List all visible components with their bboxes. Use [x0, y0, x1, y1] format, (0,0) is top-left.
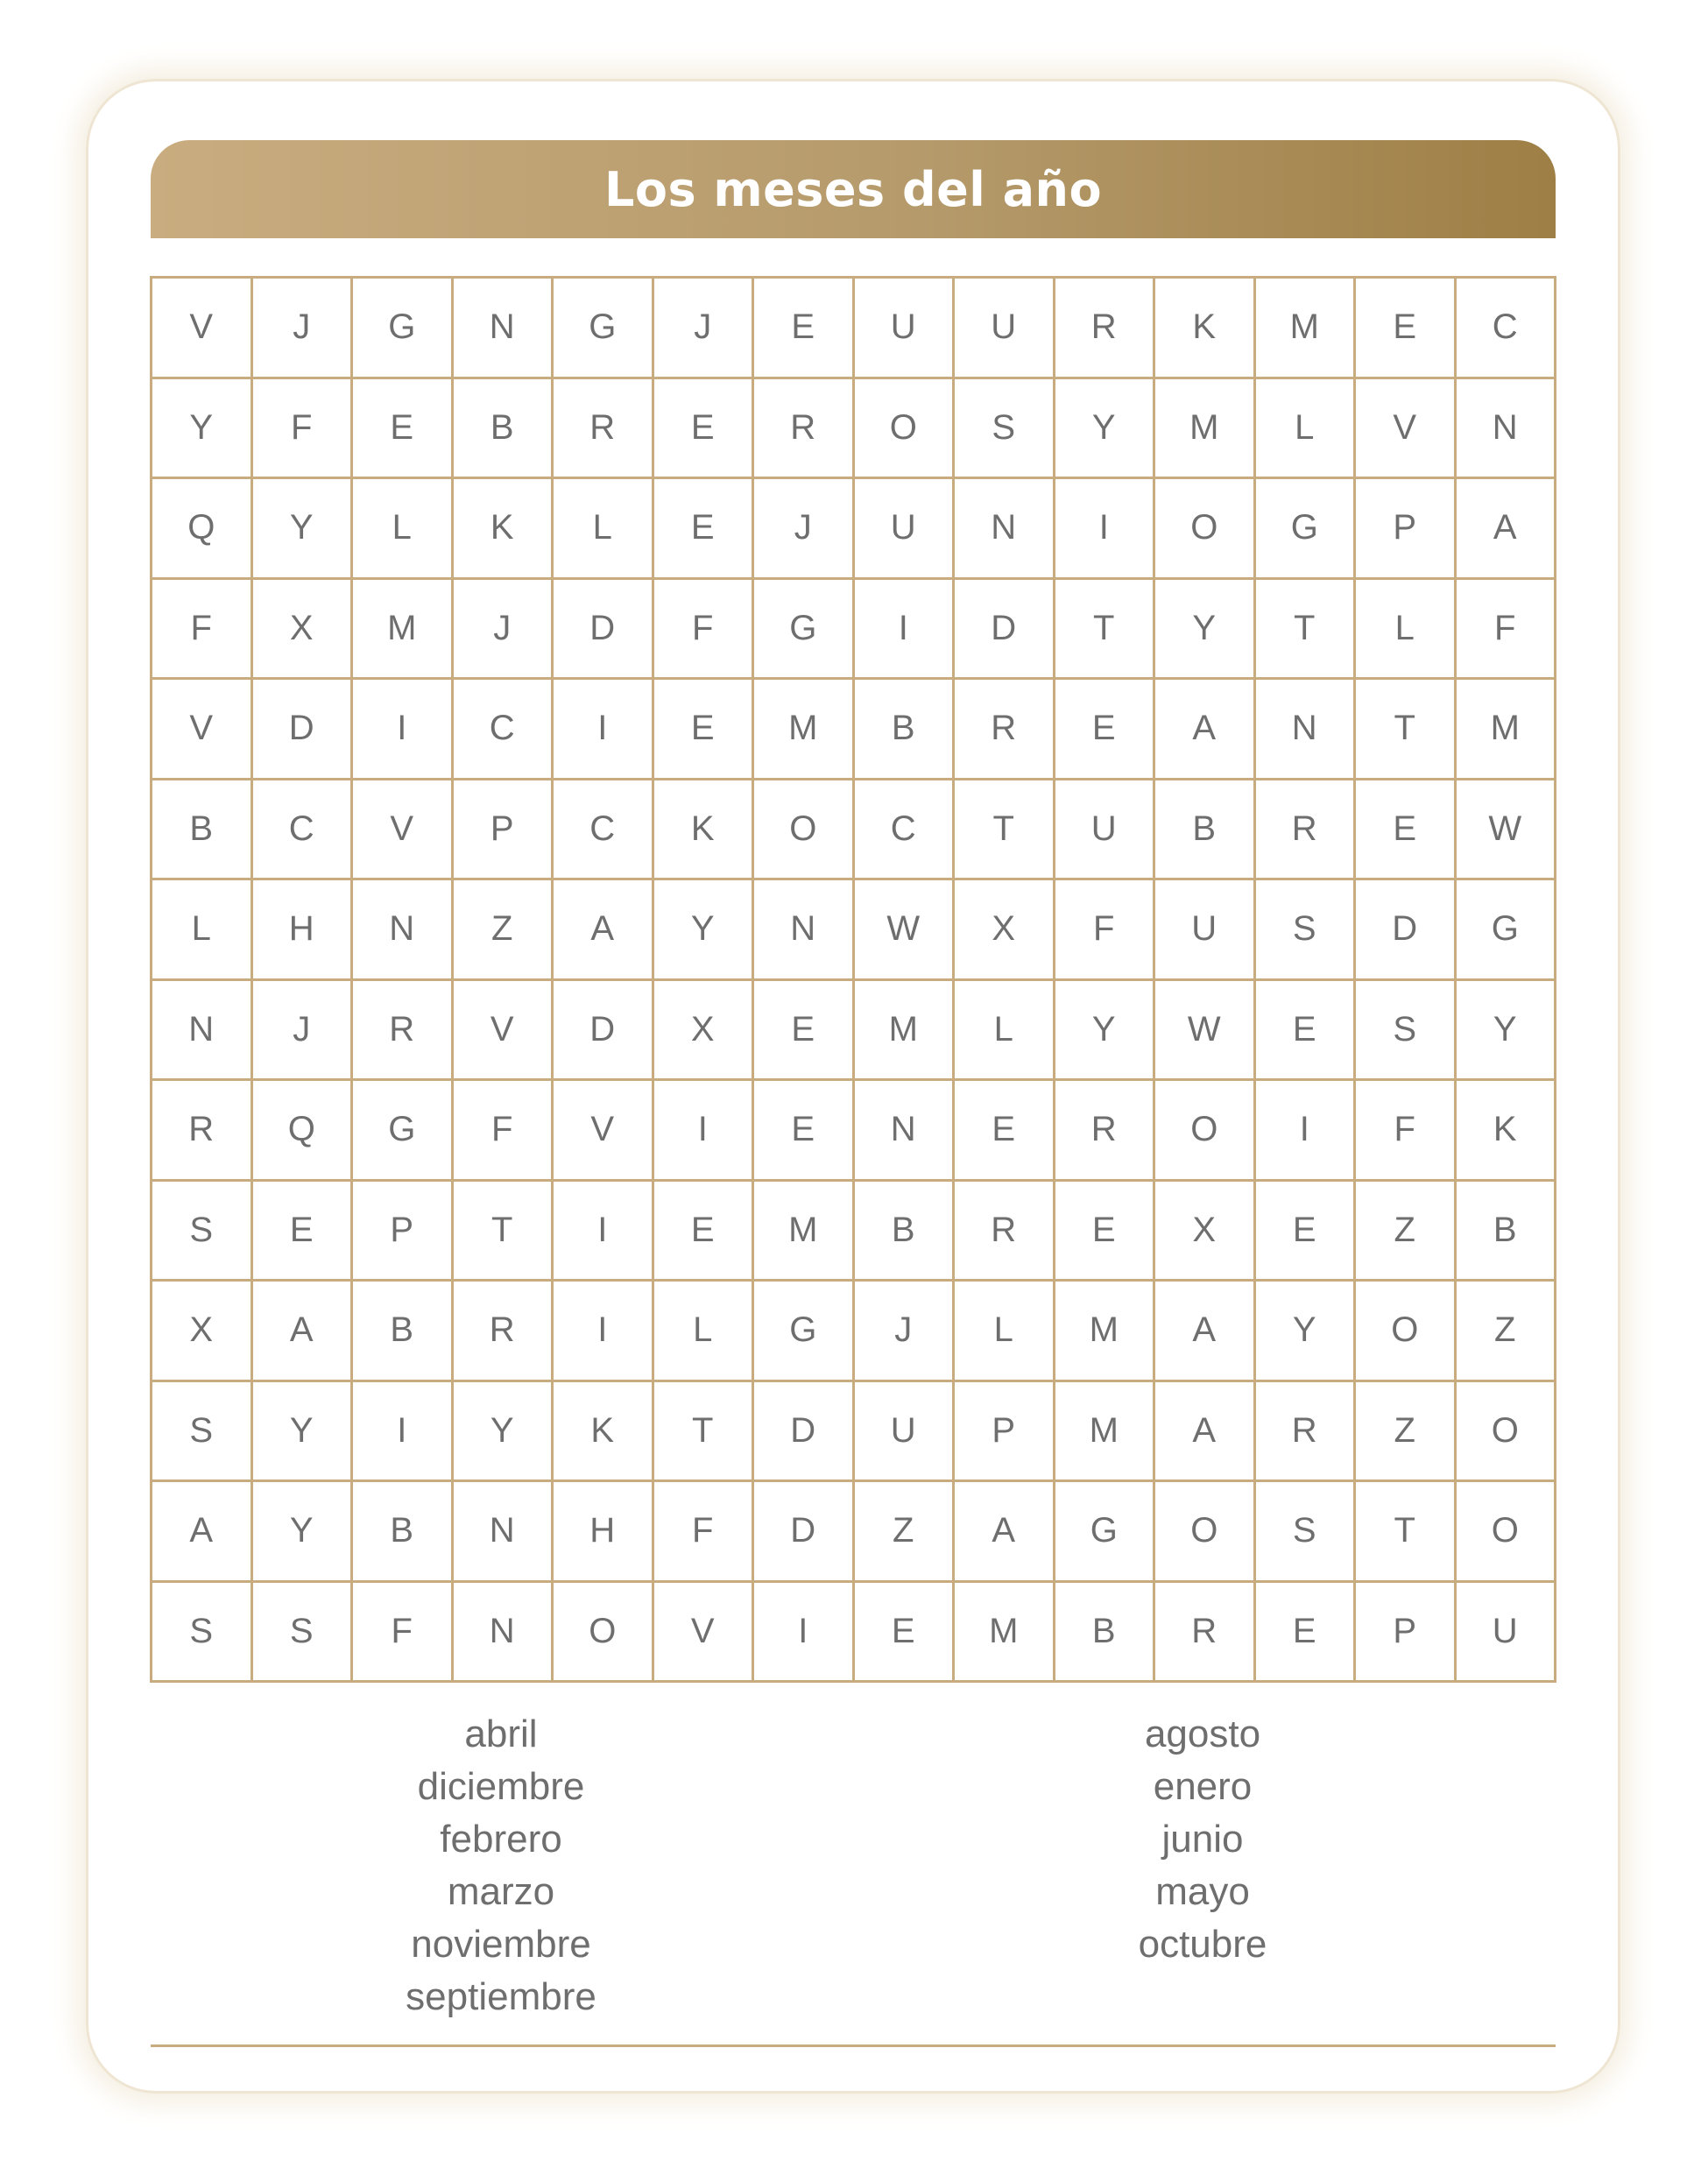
grid-row: [152, 1481, 1556, 1582]
grid-cell[interactable]: F: [352, 1581, 453, 1682]
word-list-right: [984, 1708, 1422, 1971]
grid-cell[interactable]: S: [1355, 979, 1456, 1080]
word-list-item: abril: [464, 1712, 538, 1755]
grid-cell[interactable]: J: [251, 979, 352, 1080]
grid-cell[interactable]: J: [452, 578, 553, 679]
grid-cell[interactable]: C: [853, 779, 954, 879]
grid-cell[interactable]: F: [1455, 578, 1556, 679]
grid-cell[interactable]: Y: [1054, 378, 1154, 478]
grid-cell[interactable]: K: [653, 779, 753, 879]
grid-cell[interactable]: L: [653, 1281, 753, 1381]
grid-cell[interactable]: J: [653, 278, 753, 378]
grid-cell[interactable]: Y: [1254, 1281, 1355, 1381]
grid-cell[interactable]: P: [954, 1381, 1055, 1481]
grid-cell[interactable]: O: [1455, 1481, 1556, 1582]
grid-cell[interactable]: D: [553, 979, 653, 1080]
grid-cell[interactable]: Z: [1455, 1281, 1556, 1381]
grid-cell[interactable]: Y: [152, 378, 252, 478]
grid-cell[interactable]: P: [352, 1180, 453, 1281]
grid-cell[interactable]: O: [553, 1581, 653, 1682]
word-search-grid: [150, 276, 1556, 1683]
grid-cell[interactable]: R: [152, 1080, 252, 1181]
grid-cell[interactable]: O: [1154, 1080, 1255, 1181]
grid-cell[interactable]: J: [853, 1281, 954, 1381]
grid-cell[interactable]: I: [553, 679, 653, 780]
grid-cell[interactable]: R: [1254, 1381, 1355, 1481]
grid-cell[interactable]: A: [1455, 478, 1556, 579]
grid-cell[interactable]: N: [152, 979, 252, 1080]
grid-cell[interactable]: S: [1254, 879, 1355, 980]
grid-cell[interactable]: E: [1355, 278, 1456, 378]
grid-cell[interactable]: I: [753, 1581, 854, 1682]
grid-cell[interactable]: L: [352, 478, 453, 579]
grid-cell[interactable]: A: [251, 1281, 352, 1381]
grid-cell[interactable]: E: [653, 478, 753, 579]
grid-cell[interactable]: R: [954, 1180, 1055, 1281]
grid-cell[interactable]: J: [753, 478, 854, 579]
grid-cell[interactable]: Z: [1355, 1180, 1456, 1281]
grid-cell[interactable]: E: [653, 378, 753, 478]
grid-cell[interactable]: M: [954, 1581, 1055, 1682]
grid-cell[interactable]: A: [553, 879, 653, 980]
grid-cell[interactable]: T: [653, 1381, 753, 1481]
grid-cell[interactable]: U: [1455, 1581, 1556, 1682]
grid-cell[interactable]: D: [753, 1381, 854, 1481]
grid-cell[interactable]: V: [653, 1581, 753, 1682]
grid-cell[interactable]: H: [251, 879, 352, 980]
grid-cell[interactable]: K: [553, 1381, 653, 1481]
grid-cell[interactable]: I: [553, 1281, 653, 1381]
grid-cell[interactable]: M: [753, 1180, 854, 1281]
word-list-item: diciembre: [417, 1765, 585, 1808]
grid-cell[interactable]: X: [1154, 1180, 1255, 1281]
grid-cell[interactable]: S: [152, 1381, 252, 1481]
grid-cell[interactable]: O: [1355, 1281, 1456, 1381]
grid-cell[interactable]: E: [352, 378, 453, 478]
word-list-item: enero: [1153, 1765, 1253, 1808]
grid-cell[interactable]: O: [1455, 1381, 1556, 1481]
grid-cell[interactable]: V: [553, 1080, 653, 1181]
grid-cell[interactable]: M: [1154, 378, 1255, 478]
grid-cell[interactable]: V: [452, 979, 553, 1080]
grid-cell[interactable]: O: [853, 378, 954, 478]
grid-row: [152, 278, 1556, 378]
grid-cell[interactable]: Z: [452, 879, 553, 980]
grid-cell[interactable]: L: [553, 478, 653, 579]
grid-cell[interactable]: B: [452, 378, 553, 478]
grid-cell[interactable]: F: [1355, 1080, 1456, 1181]
grid-row: [152, 578, 1556, 679]
word-list-item: agosto: [1144, 1712, 1261, 1755]
bottom-divider: [151, 2044, 1556, 2047]
grid-cell[interactable]: E: [753, 1080, 854, 1181]
grid-cell[interactable]: T: [1054, 578, 1154, 679]
grid-cell[interactable]: F: [653, 1481, 753, 1582]
grid-cell[interactable]: P: [452, 779, 553, 879]
grid-cell[interactable]: M: [1054, 1381, 1154, 1481]
grid-cell[interactable]: F: [251, 378, 352, 478]
grid-cell[interactable]: U: [853, 478, 954, 579]
grid-cell[interactable]: N: [753, 879, 854, 980]
grid-cell[interactable]: W: [1455, 779, 1556, 879]
grid-cell[interactable]: E: [1355, 779, 1456, 879]
grid-cell[interactable]: G: [1054, 1481, 1154, 1582]
grid-cell[interactable]: F: [152, 578, 252, 679]
grid-cell[interactable]: F: [653, 578, 753, 679]
grid-cell[interactable]: G: [1254, 478, 1355, 579]
grid-cell[interactable]: X: [954, 879, 1055, 980]
grid-cell[interactable]: I: [553, 1180, 653, 1281]
grid-cell[interactable]: Y: [653, 879, 753, 980]
grid-cell[interactable]: Y: [1455, 979, 1556, 1080]
grid-cell[interactable]: Y: [251, 1381, 352, 1481]
grid-cell[interactable]: Y: [452, 1381, 553, 1481]
grid-cell[interactable]: T: [452, 1180, 553, 1281]
grid-cell[interactable]: S: [1254, 1481, 1355, 1582]
grid-cell[interactable]: T: [1254, 578, 1355, 679]
grid-cell[interactable]: B: [853, 1180, 954, 1281]
grid-cell[interactable]: E: [1254, 1581, 1355, 1682]
grid-cell[interactable]: D: [553, 578, 653, 679]
grid-cell[interactable]: W: [1154, 979, 1255, 1080]
grid-cell[interactable]: L: [1254, 378, 1355, 478]
grid-cell[interactable]: G: [352, 278, 453, 378]
grid-row: [152, 1180, 1556, 1281]
grid-cell[interactable]: B: [352, 1281, 453, 1381]
grid-cell[interactable]: B: [853, 679, 954, 780]
grid-cell[interactable]: R: [1154, 1581, 1255, 1682]
grid-cell[interactable]: U: [954, 278, 1055, 378]
grid-cell[interactable]: N: [954, 478, 1055, 579]
word-list-item: junio: [1161, 1818, 1244, 1861]
grid-cell[interactable]: X: [251, 578, 352, 679]
grid-cell[interactable]: W: [853, 879, 954, 980]
grid-cell[interactable]: N: [1455, 378, 1556, 478]
grid-cell[interactable]: O: [1154, 478, 1255, 579]
grid-cell[interactable]: U: [853, 278, 954, 378]
title-banner: [151, 140, 1556, 238]
grid-cell[interactable]: I: [1054, 478, 1154, 579]
grid-cell[interactable]: T: [1355, 1481, 1456, 1582]
grid-cell[interactable]: B: [1455, 1180, 1556, 1281]
grid-cell[interactable]: L: [954, 979, 1055, 1080]
grid-cell[interactable]: V: [152, 278, 252, 378]
grid-cell[interactable]: G: [1455, 879, 1556, 980]
word-list-item: octubre: [1138, 1923, 1267, 1966]
grid-row: [152, 1381, 1556, 1481]
grid-cell[interactable]: F: [1054, 879, 1154, 980]
grid-cell[interactable]: E: [1054, 1180, 1154, 1281]
grid-cell[interactable]: Y: [251, 478, 352, 579]
grid-cell[interactable]: G: [553, 278, 653, 378]
grid-cell[interactable]: K: [1154, 278, 1255, 378]
grid-cell[interactable]: I: [853, 578, 954, 679]
grid-cell[interactable]: E: [753, 979, 854, 1080]
grid-cell[interactable]: U: [853, 1381, 954, 1481]
grid-cell[interactable]: E: [251, 1180, 352, 1281]
grid-cell[interactable]: Y: [1054, 979, 1154, 1080]
grid-cell[interactable]: L: [1355, 578, 1456, 679]
grid-cell[interactable]: C: [452, 679, 553, 780]
word-list-item: noviembre: [411, 1923, 591, 1966]
grid-cell[interactable]: L: [954, 1281, 1055, 1381]
grid-cell[interactable]: C: [251, 779, 352, 879]
grid-row: [152, 779, 1556, 879]
grid-cell[interactable]: I: [352, 679, 453, 780]
grid-cell[interactable]: C: [553, 779, 653, 879]
grid-cell[interactable]: S: [954, 378, 1055, 478]
grid-cell[interactable]: O: [753, 779, 854, 879]
grid-cell[interactable]: Z: [1355, 1381, 1456, 1481]
grid-row: [152, 1281, 1556, 1381]
grid-cell[interactable]: G: [352, 1080, 453, 1181]
grid-cell[interactable]: R: [452, 1281, 553, 1381]
grid-cell[interactable]: B: [1054, 1581, 1154, 1682]
grid-cell[interactable]: T: [1355, 679, 1456, 780]
grid-cell[interactable]: E: [1254, 1180, 1355, 1281]
grid-cell[interactable]: Q: [251, 1080, 352, 1181]
grid-cell[interactable]: D: [954, 578, 1055, 679]
grid-row: [152, 378, 1556, 478]
grid-cell[interactable]: A: [1154, 679, 1255, 780]
grid-cell[interactable]: V: [352, 779, 453, 879]
grid-cell[interactable]: F: [452, 1080, 553, 1181]
grid-cell[interactable]: R: [553, 378, 653, 478]
grid-cell[interactable]: M: [853, 979, 954, 1080]
grid-cell[interactable]: I: [352, 1381, 453, 1481]
grid-cell[interactable]: S: [251, 1581, 352, 1682]
grid-cell[interactable]: J: [251, 278, 352, 378]
grid-cell[interactable]: R: [954, 679, 1055, 780]
grid-cell[interactable]: R: [352, 979, 453, 1080]
grid-cell[interactable]: B: [352, 1481, 453, 1582]
grid-cell[interactable]: Y: [1154, 578, 1255, 679]
grid-cell[interactable]: Y: [251, 1481, 352, 1582]
grid-cell[interactable]: P: [1355, 1581, 1456, 1682]
grid-cell[interactable]: R: [1054, 1080, 1154, 1181]
grid-cell[interactable]: U: [1054, 779, 1154, 879]
grid-cell[interactable]: M: [1254, 278, 1355, 378]
grid-cell[interactable]: K: [1455, 1080, 1556, 1181]
grid-cell[interactable]: E: [1054, 679, 1154, 780]
grid-cell[interactable]: L: [152, 879, 252, 980]
grid-cell[interactable]: X: [653, 979, 753, 1080]
grid-row: [152, 1581, 1556, 1682]
grid-cell[interactable]: D: [1355, 879, 1456, 980]
grid-cell[interactable]: U: [1154, 879, 1255, 980]
page-title: Los meses del año: [603, 161, 1103, 217]
grid-row: [152, 679, 1556, 780]
grid-cell[interactable]: C: [1455, 278, 1556, 378]
grid-cell[interactable]: M: [1455, 679, 1556, 780]
grid-cell[interactable]: M: [352, 578, 453, 679]
grid-cell[interactable]: E: [853, 1581, 954, 1682]
word-list-item: mayo: [1155, 1870, 1250, 1913]
grid-cell[interactable]: R: [1254, 779, 1355, 879]
grid-cell[interactable]: S: [152, 1581, 252, 1682]
grid-row: [152, 1080, 1556, 1181]
grid-cell[interactable]: G: [753, 1281, 854, 1381]
grid-cell[interactable]: E: [954, 1080, 1055, 1181]
grid-cell[interactable]: H: [553, 1481, 653, 1582]
grid-cell[interactable]: Z: [853, 1481, 954, 1582]
word-list-item: marzo: [447, 1870, 555, 1913]
grid-cell[interactable]: K: [452, 478, 553, 579]
grid-cell[interactable]: G: [753, 578, 854, 679]
grid-cell[interactable]: V: [1355, 378, 1456, 478]
grid-cell[interactable]: N: [853, 1080, 954, 1181]
grid-cell[interactable]: A: [1154, 1381, 1255, 1481]
grid-cell[interactable]: Q: [152, 478, 252, 579]
word-list-item: febrero: [440, 1818, 562, 1861]
grid-cell[interactable]: E: [1254, 979, 1355, 1080]
grid-cell[interactable]: N: [1254, 679, 1355, 780]
grid-row: [152, 879, 1556, 980]
grid-cell[interactable]: M: [753, 679, 854, 780]
grid-cell[interactable]: N: [352, 879, 453, 980]
grid-cell[interactable]: R: [753, 378, 854, 478]
grid-cell[interactable]: A: [1154, 1281, 1255, 1381]
grid-cell[interactable]: N: [452, 1481, 553, 1582]
grid-cell[interactable]: D: [251, 679, 352, 780]
grid-cell[interactable]: M: [1054, 1281, 1154, 1381]
grid-cell[interactable]: V: [152, 679, 252, 780]
grid-cell[interactable]: E: [653, 679, 753, 780]
grid-cell[interactable]: O: [1154, 1481, 1255, 1582]
grid-cell[interactable]: B: [1154, 779, 1255, 879]
grid-cell[interactable]: N: [452, 278, 553, 378]
grid-cell[interactable]: I: [1254, 1080, 1355, 1181]
grid-cell[interactable]: N: [452, 1581, 553, 1682]
word-list-item: septiembre: [406, 1975, 596, 2018]
grid-row: [152, 478, 1556, 579]
grid-cell[interactable]: P: [1355, 478, 1456, 579]
grid-cell[interactable]: E: [753, 278, 854, 378]
grid-cell[interactable]: A: [152, 1481, 252, 1582]
grid-cell[interactable]: B: [152, 779, 252, 879]
grid-cell[interactable]: E: [653, 1180, 753, 1281]
grid-cell[interactable]: R: [1054, 278, 1154, 378]
grid-cell[interactable]: I: [653, 1080, 753, 1181]
grid-cell[interactable]: X: [152, 1281, 252, 1381]
grid-cell[interactable]: D: [753, 1481, 854, 1582]
grid-cell[interactable]: S: [152, 1180, 252, 1281]
grid-cell[interactable]: T: [954, 779, 1055, 879]
grid-cell[interactable]: A: [954, 1481, 1055, 1582]
word-list-left: [282, 1708, 720, 2023]
grid-row: [152, 979, 1556, 1080]
